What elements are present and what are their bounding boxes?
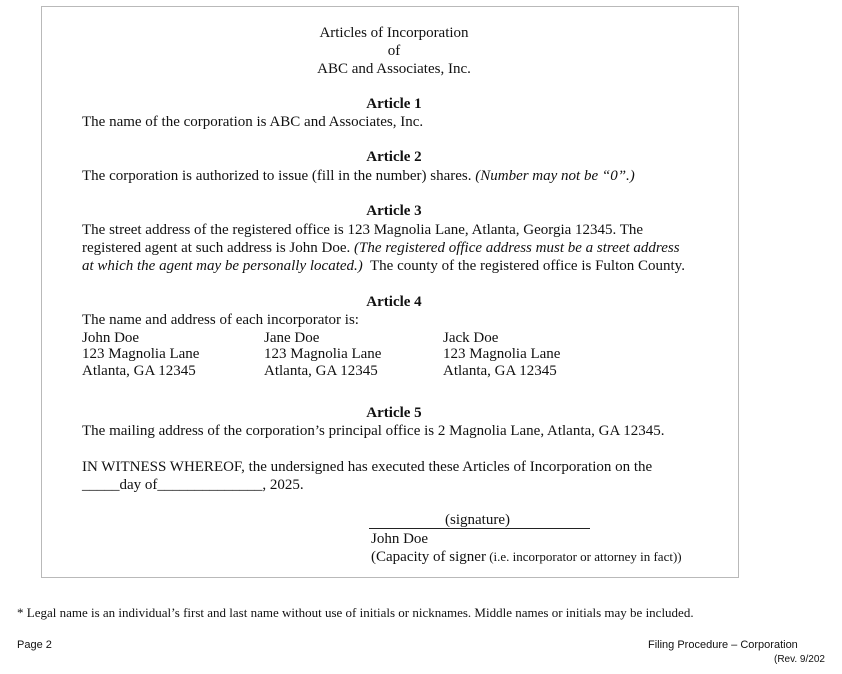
witness-date-line: _____day of______________, 2025.: [82, 477, 304, 493]
signature-line: [369, 528, 590, 529]
signer-capacity-prefix: (Capacity of signer: [371, 549, 486, 565]
article-2-heading: Article 2: [366, 149, 422, 165]
witness-statement: IN WITNESS WHEREOF, the undersigned has executed these Articles of Incorporation on the: [82, 459, 653, 475]
filing-procedure-label: Filing Procedure – Corporation: [648, 639, 798, 651]
article-1-heading: Article 1: [366, 96, 422, 112]
document-title-line-2: of: [387, 43, 401, 59]
legal-name-footnote: * Legal name is an individual’s first and last name without use of initials or nicknames. Middle names or initials may be included.: [17, 605, 694, 620]
article-5-text: The mailing address of the corporation’s principal office is 2 Magnolia Lane, Atlanta, GA 12345.: [82, 423, 665, 439]
incorporator-1-name: John Doe: [82, 330, 140, 346]
revision-label: (Rev. 9/202: [774, 654, 825, 665]
article-3-county-text: The county of the registered office is Fulton County.: [370, 258, 685, 274]
incorporator-2-name: Jane Doe: [264, 330, 320, 346]
signer-name: John Doe: [371, 531, 429, 547]
article-1-text: The name of the corporation is ABC and Associates, Inc.: [82, 114, 424, 130]
article-3-note-part-1: (The registered office address must be a street address: [354, 240, 680, 256]
incorporator-2-city: Atlanta, GA 12345: [264, 363, 378, 379]
page-number: Page 2: [17, 639, 52, 651]
incorporator-1-city: Atlanta, GA 12345: [82, 363, 196, 379]
article-3-line-3: [82, 257, 685, 275]
article-4-intro: The name and address of each incorporator is:: [82, 312, 359, 328]
incorporator-3-name: Jack Doe: [443, 330, 499, 346]
document-title-line-3: ABC and Associates, Inc.: [317, 61, 471, 77]
document-title-line-1: Articles of Incorporation: [319, 25, 469, 41]
article-2-line: [82, 167, 635, 185]
article-4-heading: Article 4: [366, 294, 422, 310]
article-3-agent-text: registered agent at such address is John Doe.: [82, 240, 351, 256]
article-5-heading: Article 5: [366, 405, 422, 421]
signer-capacity-detail: (i.e. incorporator or attorney in fact)): [485, 549, 682, 564]
article-2-text: The corporation is authorized to issue (fill in the number) shares.: [82, 168, 472, 184]
incorporator-1-street: 123 Magnolia Lane: [82, 346, 200, 362]
signer-capacity: [371, 548, 682, 566]
incorporator-3-city: Atlanta, GA 12345: [443, 363, 557, 379]
signature-label: (signature): [445, 512, 510, 528]
article-3-heading: Article 3: [366, 203, 422, 219]
article-3-line-2: [82, 239, 680, 257]
incorporator-3-street: 123 Magnolia Lane: [443, 346, 561, 362]
article-3-note-part-2: at which the agent may be personally located.): [82, 258, 363, 274]
incorporator-2-street: 123 Magnolia Lane: [264, 346, 382, 362]
article-3-line-1: The street address of the registered office is 123 Magnolia Lane, Atlanta, Georgia 12345. The: [82, 222, 644, 238]
article-2-note: (Number may not be “0”.): [475, 168, 635, 184]
